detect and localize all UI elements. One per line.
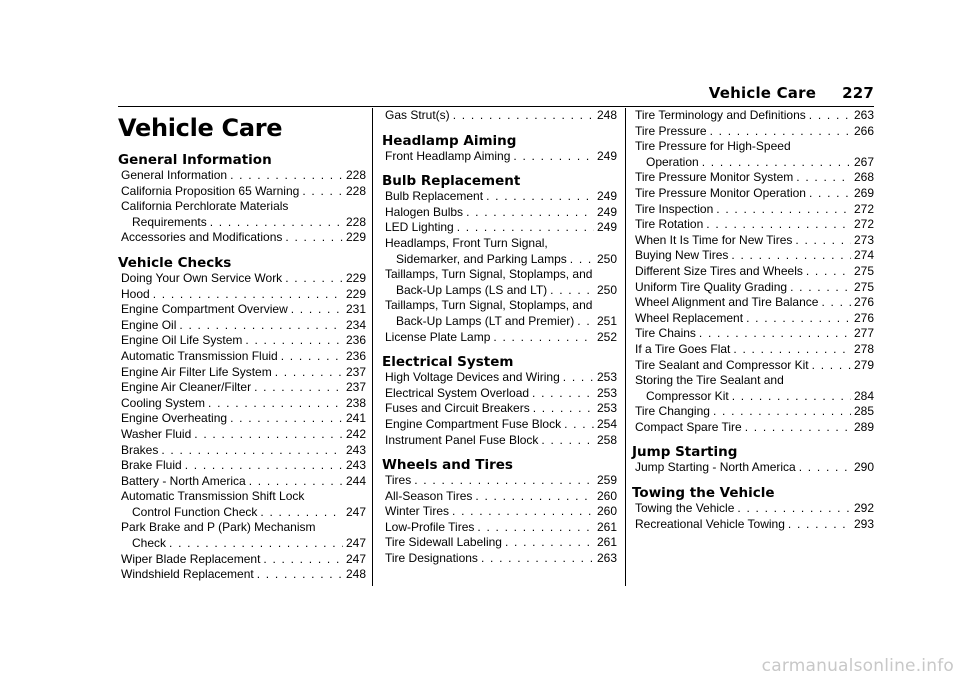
toc-entry[interactable] (632, 108, 874, 124)
toc-entry-label: Instrument Panel Fuse Block (385, 432, 539, 447)
dot-leader (799, 460, 851, 476)
dot-leader (457, 220, 594, 236)
toc-entry[interactable] (382, 386, 617, 402)
toc-entry-page: 292 (853, 501, 874, 516)
toc-entry-label: Engine Overheating (121, 411, 228, 426)
toc-entry-label: Back-Up Lamps (LT and Premier) (396, 313, 575, 328)
toc-entry[interactable] (382, 473, 617, 489)
dot-leader (257, 567, 343, 583)
dot-leader (249, 474, 343, 490)
toc-entry-label: Front Headlamp Aiming (385, 148, 511, 163)
dot-leader (486, 189, 594, 205)
dot-leader (706, 217, 851, 233)
toc-entry-page: 261 (596, 535, 617, 550)
toc-entry[interactable] (632, 233, 874, 249)
toc-entry-label: California Perchlorate Materials (121, 199, 289, 214)
watermark: carmanualsonline.info (761, 656, 954, 676)
toc-entry-page: 290 (853, 460, 874, 475)
running-header (709, 84, 874, 102)
toc-entry-label: California Proposition 65 Warning (121, 183, 300, 198)
dot-leader (731, 248, 851, 264)
toc-entry-label: Hood (121, 286, 150, 301)
toc-entry[interactable] (382, 267, 617, 298)
toc-entry-page: 236 (345, 348, 366, 363)
toc-entry-page: 234 (345, 317, 366, 332)
dot-leader (194, 427, 343, 443)
dot-leader (563, 370, 594, 386)
toc-entry-label: Sidemarker, and Parking Lamps (396, 251, 567, 266)
toc-entry-page: 241 (345, 411, 366, 426)
toc-entry[interactable] (632, 404, 874, 420)
dot-leader (710, 124, 851, 140)
dot-leader (788, 517, 851, 533)
running-header-section: Vehicle Care (708, 84, 817, 102)
toc-entry-page: 274 (853, 248, 874, 263)
toc-entry[interactable] (382, 417, 617, 433)
toc-entry[interactable] (632, 248, 874, 264)
toc-entry[interactable] (632, 170, 874, 186)
toc-entry-label: Tires (385, 473, 412, 488)
dot-leader (254, 380, 343, 396)
toc-entry[interactable] (382, 189, 617, 205)
toc-entry-label: Wheel Alignment and Tire Balance (635, 295, 819, 310)
toc-entry[interactable] (632, 326, 874, 342)
toc-entry[interactable] (382, 535, 617, 551)
toc-entry-label: Halogen Bulbs (385, 204, 464, 219)
toc-entry-label: LED Lighting (385, 220, 454, 235)
dot-leader (699, 326, 851, 342)
toc-entry-label: Tire Pressure for High-Speed (635, 139, 791, 154)
toc-entry-label: General Information (121, 168, 228, 182)
toc-entry-label: If a Tire Goes Flat (635, 341, 731, 356)
column-divider (625, 108, 626, 586)
toc-entry-page: 250 (596, 282, 617, 297)
toc-entry-label: Doing Your Own Service Work (121, 270, 283, 285)
dot-leader (481, 551, 594, 567)
header-rule (118, 106, 874, 107)
toc-entry-label: Check (132, 536, 167, 551)
toc-entry-page: 242 (345, 426, 366, 441)
toc-entry[interactable] (118, 349, 366, 365)
dot-leader (263, 552, 343, 568)
toc-entry[interactable] (118, 302, 366, 318)
toc-entry[interactable] (632, 373, 874, 404)
toc-entry-page: 275 (853, 263, 874, 278)
toc-entry[interactable] (118, 168, 366, 184)
toc-entry[interactable] (118, 552, 366, 568)
dot-leader (153, 287, 343, 303)
toc-entry-label: Cooling System (121, 395, 206, 410)
toc-entry[interactable] (118, 520, 366, 551)
toc-entry-page: 236 (345, 333, 366, 348)
toc-entry[interactable] (382, 520, 617, 536)
dot-leader (230, 168, 343, 184)
toc-entry[interactable] (632, 124, 874, 140)
toc-entry-label: Tire Changing (635, 404, 710, 419)
toc-entry-label: Windshield Replacement (121, 567, 254, 582)
toc-entry-label: Wiper Blade Replacement (121, 551, 261, 566)
toc-entry-label: Back-Up Lamps (LS and LT) (396, 282, 548, 297)
toc-entry[interactable] (118, 427, 366, 443)
toc-entry-label: Tire Pressure Monitor Operation (635, 185, 806, 200)
dot-leader (260, 505, 343, 521)
toc-entry-label: Automatic Transmission Shift Lock (121, 489, 305, 504)
dot-leader (179, 318, 343, 334)
toc-entry-label: Engine Oil (121, 317, 177, 332)
dot-leader (812, 358, 851, 374)
toc-entry-label: Storing the Tire Sealant and (635, 373, 784, 388)
section-heading: General Information (118, 152, 272, 168)
dot-leader (821, 295, 851, 311)
toc-entry-label: Requirements (132, 214, 207, 229)
toc-entry-page: 285 (853, 404, 874, 419)
dot-leader (564, 417, 594, 433)
toc-entry-page: 247 (345, 504, 366, 519)
dot-leader (169, 536, 343, 552)
toc-entry-label: Control Function Check (132, 504, 258, 519)
toc-entry-page: 248 (596, 108, 617, 122)
toc-entry-page: 228 (345, 183, 366, 198)
toc-entry-label: License Plate Lamp (385, 329, 491, 344)
dot-leader (281, 349, 343, 365)
toc-entry-page: 267 (853, 154, 874, 169)
toc-entry-label: Low-Profile Tires (385, 519, 475, 534)
toc-entry-label: Washer Fluid (121, 426, 192, 441)
dot-leader (466, 205, 594, 221)
toc-entry-label: Buying New Tires (635, 248, 729, 263)
toc-entry-page: 228 (345, 168, 366, 182)
dot-leader (806, 264, 851, 280)
toc-entry-page: 237 (345, 364, 366, 379)
toc-entry-page: 279 (853, 357, 874, 372)
dot-leader (414, 473, 594, 489)
toc-entry-label: Accessories and Modifications (121, 230, 283, 245)
toc-entry-page: 275 (853, 279, 874, 294)
toc-entry[interactable] (632, 202, 874, 218)
toc-entry-label: Engine Compartment Overview (121, 302, 288, 317)
toc-entry-page: 276 (853, 295, 874, 310)
toc-entry-label: Engine Compartment Fuse Block (385, 416, 562, 431)
toc-entry[interactable] (382, 504, 617, 520)
toc-entry-label: Headlamps, Front Turn Signal, (385, 235, 548, 250)
dot-leader (452, 504, 594, 520)
toc-entry-page: 229 (345, 270, 366, 285)
toc-entry-page: 259 (596, 473, 617, 488)
dot-leader (275, 365, 343, 381)
toc-entry-label: Bulb Replacement (385, 189, 484, 204)
toc-entry-label: Engine Air Cleaner/Filter (121, 380, 252, 395)
dot-leader (230, 411, 343, 427)
toc-entry-label: Wheel Replacement (635, 310, 744, 325)
dot-leader (746, 311, 851, 327)
dot-leader (570, 252, 594, 268)
dot-leader (245, 333, 343, 349)
toc-entry-page: 248 (345, 567, 366, 582)
toc-entry-label: High Voltage Devices and Wiring (385, 370, 560, 385)
dot-leader (533, 401, 594, 417)
toc-entry-label: When It Is Time for New Tires (635, 232, 793, 247)
toc-entry-page: 243 (345, 458, 366, 473)
toc-entry[interactable] (632, 186, 874, 202)
toc-entry[interactable] (118, 567, 366, 583)
dot-leader (291, 302, 343, 318)
toc-entry-label: Operation (646, 154, 699, 169)
toc-entry-page: 289 (853, 419, 874, 434)
toc-entry[interactable] (632, 139, 874, 170)
toc-entry-page: 253 (596, 401, 617, 416)
toc-entry-label: Jump Starting - North America (635, 460, 796, 475)
dot-leader (809, 108, 851, 124)
toc-entry-page: 243 (345, 442, 366, 457)
toc-entry-label: Tire Terminology and Definitions (635, 108, 806, 122)
toc-entry[interactable] (382, 149, 617, 165)
dot-leader (541, 433, 594, 449)
toc-entry-page: 249 (596, 189, 617, 204)
toc-entry[interactable] (382, 489, 617, 505)
toc-entry-page: 247 (345, 536, 366, 551)
toc-column-2 (382, 108, 617, 588)
toc-entry-label: Different Size Tires and Wheels (635, 263, 803, 278)
toc-entry-page: 253 (596, 385, 617, 400)
dot-leader (210, 215, 343, 231)
dot-leader (702, 155, 851, 171)
toc-entry[interactable] (632, 460, 874, 476)
section-heading: Vehicle Checks (118, 254, 232, 271)
toc-entry-label: Taillamps, Turn Signal, Stoplamps, and (385, 267, 593, 282)
toc-entry-page: 252 (596, 329, 617, 344)
toc-column-1 (118, 108, 366, 588)
toc-entry[interactable] (382, 236, 617, 267)
toc-entry-label: Electrical System Overload (385, 385, 530, 400)
toc-entry[interactable] (632, 217, 874, 233)
toc-entry-page: 247 (345, 551, 366, 566)
toc-entry[interactable] (118, 380, 366, 396)
dot-leader (737, 501, 851, 517)
dot-leader (732, 389, 851, 405)
dot-leader (208, 396, 343, 412)
toc-entry[interactable] (382, 330, 617, 346)
toc-entry[interactable] (382, 401, 617, 417)
toc-entry-label: Engine Air Filter Life System (121, 364, 272, 379)
dot-leader (532, 386, 594, 402)
toc-entry-label: Recreational Vehicle Towing (635, 516, 785, 531)
toc-entry[interactable] (118, 318, 366, 334)
toc-entry-page: 263 (596, 551, 617, 566)
section-heading: Wheels and Tires (382, 457, 513, 474)
dot-leader (550, 283, 594, 299)
dot-leader (809, 186, 851, 202)
toc-entry-page: 278 (853, 341, 874, 356)
dot-leader (453, 108, 594, 124)
toc-entry-label: Tire Sealant and Compressor Kit (635, 357, 809, 372)
toc-entry-page: 268 (853, 170, 874, 185)
dot-leader (795, 233, 851, 249)
toc-entry-label: Tire Pressure (635, 123, 707, 138)
toc-entry-page: 250 (596, 251, 617, 266)
dot-leader (513, 149, 594, 165)
toc-entry[interactable] (118, 365, 366, 381)
toc-entry-label: Automatic Transmission Fluid (121, 348, 278, 363)
toc-entry[interactable] (118, 184, 366, 200)
toc-entry-page: 229 (345, 230, 366, 245)
toc-entry-page: 231 (345, 302, 366, 317)
toc-entry[interactable] (118, 458, 366, 474)
toc-entry-page: 277 (853, 326, 874, 341)
toc-entry[interactable] (382, 551, 617, 567)
toc-entry-page: 249 (596, 204, 617, 219)
toc-entry-label: Tire Pressure Monitor System (635, 170, 794, 185)
toc-entry-label: Tire Sidewall Labeling (385, 535, 502, 550)
toc-entry-page: 293 (853, 516, 874, 531)
toc-entry-label: Gas Strut(s) (385, 108, 450, 122)
toc-entry-label: Tire Inspection (635, 201, 714, 216)
toc-entry-label: Compressor Kit (646, 388, 729, 403)
toc-column-3 (632, 108, 874, 588)
toc-entry[interactable] (632, 501, 874, 517)
dot-leader (505, 535, 594, 551)
toc-entry-page: 251 (596, 313, 617, 328)
toc-entry-label: Winter Tires (385, 504, 450, 519)
toc-entry[interactable] (632, 342, 874, 358)
toc-entry-label: Engine Oil Life System (121, 333, 243, 348)
toc-entry-label: Uniform Tire Quality Grading (635, 279, 788, 294)
dot-leader (745, 420, 851, 436)
section-heading: Jump Starting (632, 444, 738, 461)
toc-entry-label: All-Season Tires (385, 488, 473, 503)
toc-entry-page: 260 (596, 504, 617, 519)
dot-leader (477, 520, 594, 536)
toc-entry-label: Tire Designations (385, 551, 478, 566)
page-title: Vehicle Care (118, 114, 283, 142)
toc-entry-page: 228 (345, 214, 366, 229)
dot-leader (285, 271, 343, 287)
toc-entry[interactable] (632, 280, 874, 296)
toc-entry[interactable] (382, 108, 617, 124)
toc-entry[interactable] (382, 205, 617, 221)
toc-entry-page: 269 (853, 185, 874, 200)
toc-entry-label: Towing the Vehicle (635, 501, 735, 516)
toc-entry[interactable] (118, 474, 366, 490)
dot-leader (577, 314, 594, 330)
toc-entry[interactable] (382, 298, 617, 329)
toc-entry[interactable] (632, 295, 874, 311)
toc-entry-page: 276 (853, 310, 874, 325)
toc-entry-label: Taillamps, Turn Signal, Stoplamps, and (385, 298, 593, 313)
column-divider (372, 108, 373, 586)
toc-entry-label: Brakes (121, 442, 159, 457)
toc-entry[interactable] (118, 411, 366, 427)
toc-entry-page: 272 (853, 217, 874, 232)
dot-leader (796, 170, 851, 186)
toc-entry-label: Fuses and Circuit Breakers (385, 401, 530, 416)
toc-entry[interactable] (118, 287, 366, 303)
toc-entry-page: 273 (853, 232, 874, 247)
toc-entry-page: 253 (596, 370, 617, 385)
toc-entry[interactable] (382, 220, 617, 236)
toc-entry-page: 254 (596, 416, 617, 431)
toc-entry[interactable] (118, 489, 366, 520)
dot-leader (493, 330, 594, 346)
dot-leader (475, 489, 594, 505)
toc-entry-page: 249 (596, 220, 617, 235)
toc-entry[interactable] (118, 271, 366, 287)
toc-entry-page: 260 (596, 488, 617, 503)
toc-entry-label: Tire Rotation (635, 217, 704, 232)
dot-leader (161, 443, 343, 459)
toc-entry-page: 258 (596, 432, 617, 447)
dot-leader (302, 184, 343, 200)
dot-leader (733, 342, 851, 358)
toc-entry[interactable] (632, 517, 874, 533)
dot-leader (790, 280, 851, 296)
toc-entry-label: Battery - North America (121, 473, 246, 488)
toc-entry-page: 244 (345, 473, 366, 488)
section-heading: Towing the Vehicle (632, 485, 775, 502)
toc-entry[interactable] (118, 333, 366, 349)
toc-entry-page: 229 (345, 286, 366, 301)
toc-entry[interactable] (382, 370, 617, 386)
toc-entry-label: Park Brake and P (Park) Mechanism (121, 520, 316, 535)
toc-entry[interactable] (118, 396, 366, 412)
toc-entry[interactable] (632, 264, 874, 280)
dot-leader (285, 230, 343, 246)
toc-entry[interactable] (118, 230, 366, 246)
toc-entry-page: 284 (853, 388, 874, 403)
toc-entry[interactable] (118, 443, 366, 459)
toc-entry[interactable] (118, 199, 366, 230)
toc-entry-page: 249 (596, 148, 617, 163)
section-heading: Bulb Replacement (382, 173, 521, 190)
toc-entry-page: 261 (596, 519, 617, 534)
toc-entry-page: 263 (853, 108, 874, 122)
page-number: 227 (842, 84, 874, 102)
toc-entry-page: 238 (345, 395, 366, 410)
dot-leader (713, 404, 851, 420)
toc-entry[interactable] (632, 311, 874, 327)
section-heading: Headlamp Aiming (382, 132, 517, 149)
toc-entry-label: Tire Chains (635, 326, 696, 341)
toc-entry-label: Compact Spare Tire (635, 419, 742, 434)
toc-entry-page: 237 (345, 380, 366, 395)
toc-entry[interactable] (382, 433, 617, 449)
toc-entry-page: 272 (853, 201, 874, 216)
toc-entry-page: 266 (853, 123, 874, 138)
dot-leader (716, 202, 851, 218)
toc-entry[interactable] (632, 358, 874, 374)
section-heading: Electrical System (382, 354, 514, 371)
toc-entry[interactable] (632, 420, 874, 436)
dot-leader (185, 458, 343, 474)
toc-entry-label: Brake Fluid (121, 458, 182, 473)
